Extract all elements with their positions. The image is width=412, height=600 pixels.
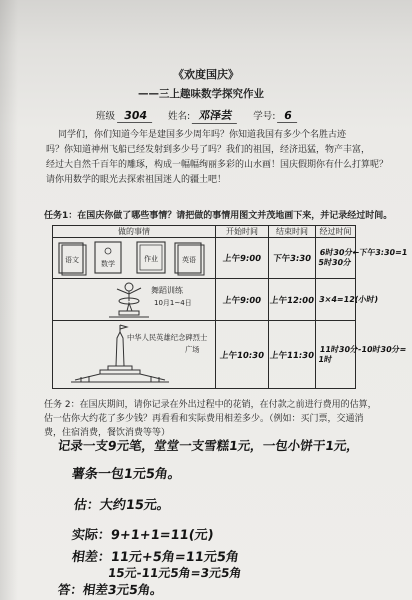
end-time: 下午3:30 [272, 254, 312, 264]
monument-label: 中华人民英雄纪念碑烈士 [127, 332, 208, 342]
dancer-head [125, 283, 133, 291]
doodle-head [105, 248, 111, 254]
end-time-cell [269, 238, 316, 279]
book-label: 作业 [144, 254, 158, 263]
start-time: 上午10:30 [219, 350, 265, 361]
end-time: 上午12:00 [269, 295, 315, 306]
monument-step-lower [100, 370, 140, 374]
table-row [53, 321, 356, 389]
start-time: 上午9:00 [222, 295, 262, 306]
book-label: 语文 [65, 255, 79, 264]
class-label: 班级 [96, 111, 116, 122]
answer-line-difference-calc: 15元-11元5角=3元5角 [107, 566, 243, 580]
header-activity: 做的事情 [53, 226, 216, 238]
number-label: 学号: [253, 111, 276, 122]
elapsed-cell [316, 279, 379, 321]
student-info [96, 107, 310, 124]
worksheet-title: 《欢度国庆》 [173, 68, 239, 81]
start-time-cell [216, 279, 269, 321]
intro-line: 同学们，你们知道今年是建国多少周年吗？你知道我国有多少个名胜古迹 [58, 130, 347, 140]
elapsed-time: 11时30分-10时30分=1时 [317, 344, 407, 364]
task2-prompt-line: 费，住宿消费，餐饮消费等等） [44, 428, 171, 438]
monument-step-upper [108, 366, 132, 370]
end-time-cell [269, 321, 316, 389]
railing-posts [81, 376, 159, 382]
header-elapsed-time: 经过时间 [316, 226, 356, 238]
end-time: 上午11:30 [269, 350, 315, 361]
task1-prompt: 任务1：在国庆你做了哪些事情？请把做的事情用图文并茂地画下来，并记录经过时间。 [44, 211, 393, 221]
header-start-time: 开始时间 [216, 226, 269, 238]
intro-line: 经过大自然千百年的雕琢，构成一幅幅绚丽多彩的山水画！国庆假期你有什么打算呢？ [46, 160, 389, 170]
start-time-cell [216, 238, 269, 279]
elapsed-cell [316, 321, 407, 389]
answer-line-estimate: 估：大约15元。 [72, 498, 171, 513]
scan-edge-shadow [0, 0, 18, 600]
dance-label: 舞蹈训练 [151, 285, 183, 295]
dancer-figure [109, 283, 149, 317]
elapsed-time: 6时30分←下午3:30=15时30分 [317, 248, 408, 267]
intro-paragraph [46, 128, 388, 188]
table-row [53, 279, 356, 321]
name-value: 邓泽芸 [192, 107, 239, 124]
number-value: 6 [277, 109, 299, 123]
start-time-cell [216, 321, 269, 389]
elapsed-time: 3×4=12(小时) [318, 294, 379, 304]
answer-line-difference: 相差：11元+5角=11元5角 [70, 550, 240, 565]
activity-cell [53, 321, 216, 389]
book-chinese [59, 243, 86, 275]
elapsed-cell [316, 238, 408, 279]
monument-visit-drawing [53, 322, 214, 388]
task2-prompt-line: 估一估你大约花了多少钱？再看看和实际费用相差多少。（例如：买门票，交通消 [44, 414, 364, 424]
table-header-row [53, 226, 356, 238]
dance-training-drawing [53, 280, 214, 320]
answer-line-conclusion: 答：相差3元5角。 [57, 582, 164, 597]
answer-line-record: 记录一支9元笔，堂堂一支雪糕1元，一包小饼干1元， [57, 438, 360, 453]
answer-line-actual: 实际：9+1+1=11(元) [70, 528, 215, 543]
activity-cell [53, 238, 216, 279]
book-cover [95, 242, 121, 273]
answer-line-record-cont: 薯条一包1元5角。 [70, 467, 182, 482]
task2-prompt [44, 398, 377, 440]
book-label: 数学 [101, 259, 115, 268]
homework-books-drawing [53, 239, 214, 278]
class-value: 304 [117, 109, 154, 123]
monument-obelisk [116, 332, 124, 366]
activity-table [52, 225, 408, 389]
start-time: 上午9:00 [222, 254, 262, 264]
worksheet-subtitle: ——三上趣味数学探究作业 [138, 88, 264, 100]
intro-line: 吗？你知道神州飞船已经发射到多少号了吗？我们的祖国，经济迅猛，物产丰富， [46, 145, 371, 155]
task2-prompt-line: 任务 2：在国庆期间，请你记录在外出过程中的花销，在付款之前进行费用的估算， [44, 400, 377, 410]
activity-cell [53, 279, 216, 321]
book-homework [137, 242, 165, 273]
book-english [175, 243, 204, 275]
end-time-cell [269, 279, 316, 321]
header-end-time: 结束时间 [269, 226, 316, 238]
name-label: 姓名: [168, 111, 191, 122]
table-row [53, 238, 356, 279]
intro-line: 请你用数学的眼光去探索祖国迷人的疆土吧！ [46, 175, 227, 185]
flag [120, 325, 127, 329]
square-label: 广场 [185, 344, 200, 354]
book-label: 英语 [182, 255, 196, 264]
book-math [95, 242, 121, 273]
dancer-pedestal [119, 311, 139, 315]
dance-dates: 10月1~4日 [154, 298, 192, 307]
